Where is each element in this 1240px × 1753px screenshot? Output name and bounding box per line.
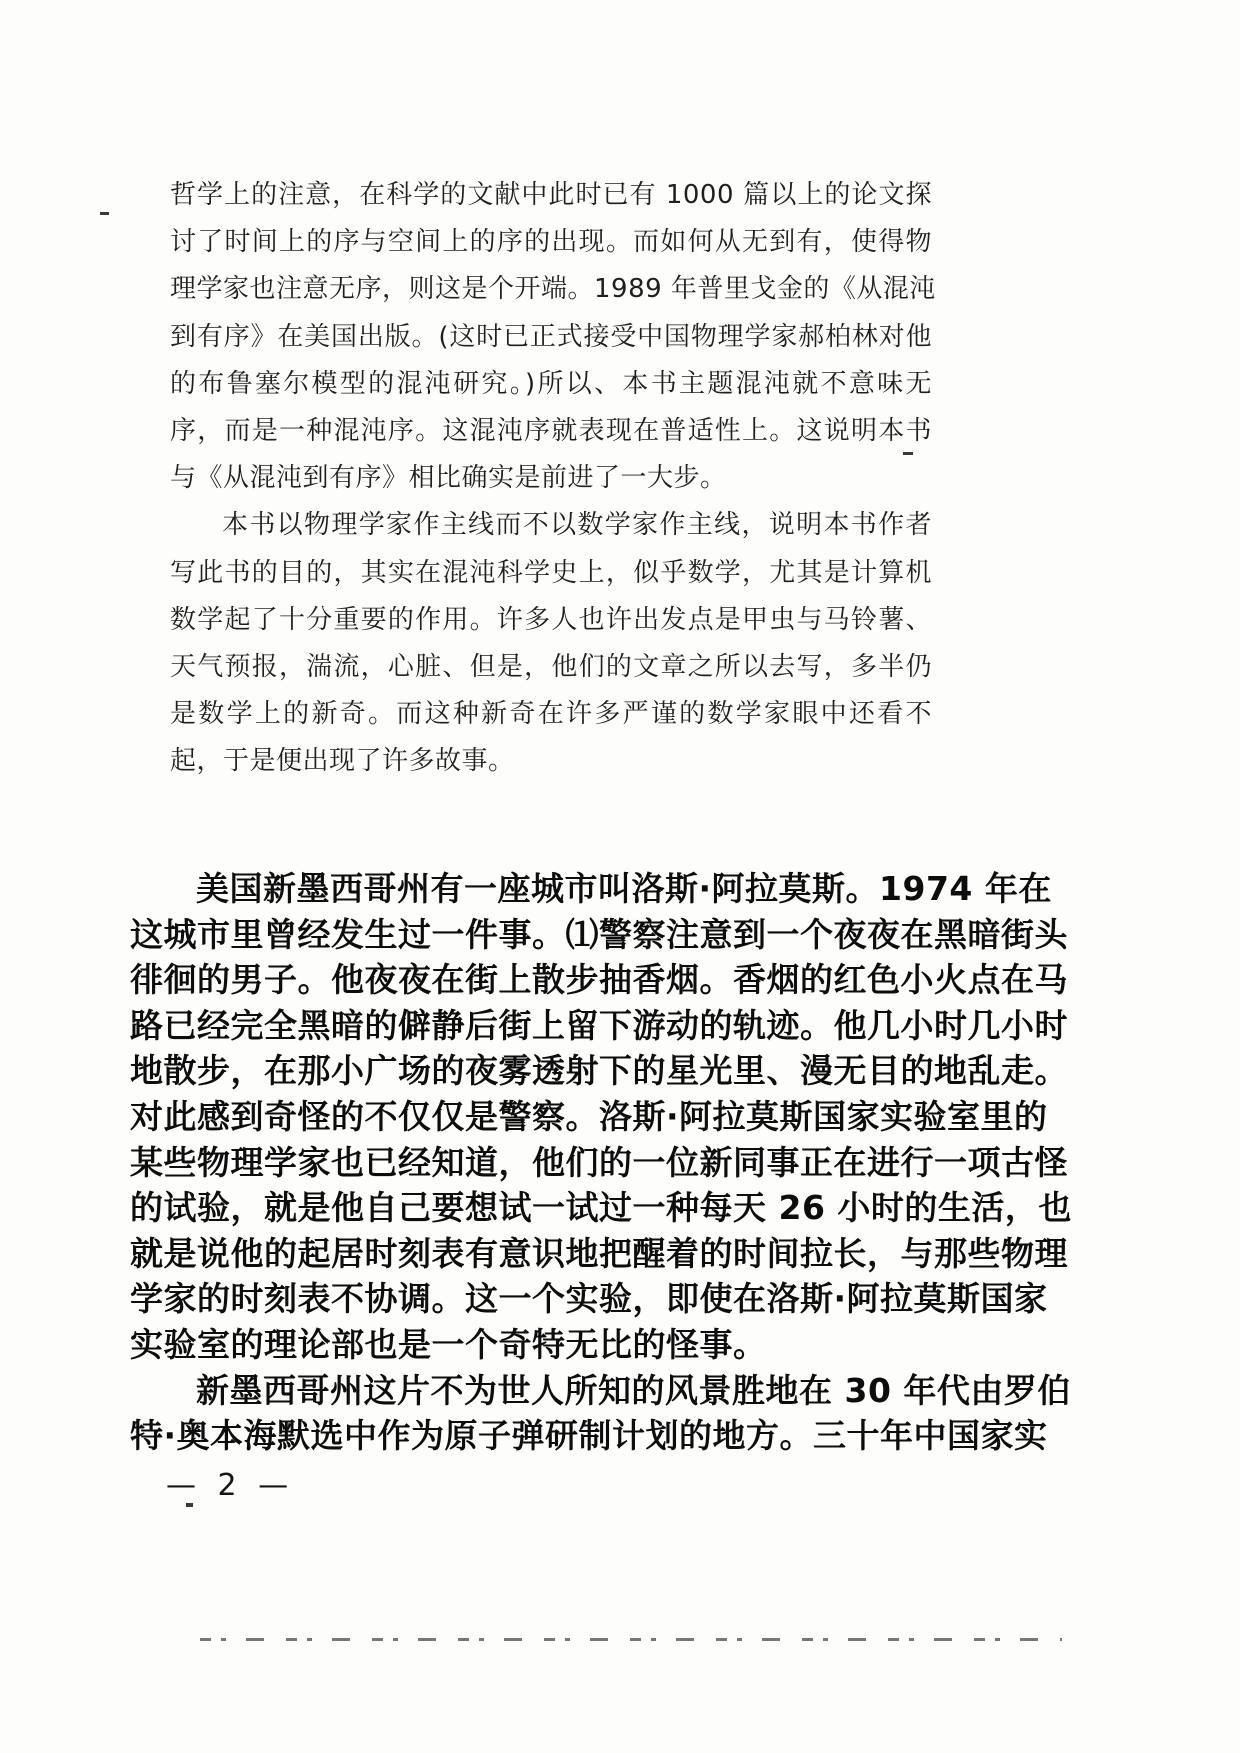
main-text-block — [130, 866, 1072, 1459]
text-line: 路已经完全黑暗的僻静后街上留下游动的轨迹。他几小时几小时 — [130, 1005, 1068, 1045]
text-line: 某些物理学家也已经知道，他们的一位新同事正在进行一项古怪 — [130, 1142, 1068, 1182]
page-number: — 2 — — [166, 1468, 295, 1503]
text-line: 与《从混沌到有序》相比确实是前进了一大步。 — [170, 463, 727, 494]
text-line: 学家的时刻表不协调。这一个实验，即使在洛斯·阿拉莫斯国家 — [130, 1279, 1048, 1319]
bottom-dashed-rule — [200, 1638, 1062, 1641]
text-line: 本书以物理学家作主线而不以数学家作主线，说明本书作者 — [222, 510, 932, 541]
body-paragraph-1 — [130, 866, 1072, 1368]
preface-paragraph-2 — [170, 502, 932, 785]
text-line: 起，于是便出现了许多故事。 — [170, 746, 515, 777]
text-line: 理学家也注意无序，则这是个开端。1989 年普里戈金的《从混沌 — [170, 274, 936, 305]
preface-paragraph-1 — [170, 172, 936, 502]
text-line: 的试验，就是他自己要想试一试过一种每天 26 小时的生活，也 — [130, 1188, 1072, 1228]
text-line: 到有序》在美国出版。(这时已正式接受中国物理学家郝柏林对他 — [170, 321, 932, 352]
text-line: 写此书的目的，其实在混沌科学史上，似乎数学，尤其是计算机 — [170, 557, 932, 588]
text-line: 数学起了十分重要的作用。许多人也许出发点是甲虫与马铃薯、 — [170, 604, 932, 635]
text-line: 特·奥本海默选中作为原子弹研制计划的地方。三十年中国家实 — [130, 1416, 1048, 1456]
scan-speck — [186, 1503, 193, 1507]
text-line: 地散步，在那小广场的夜雾透射下的星光里、漫无目的地乱走。 — [130, 1051, 1068, 1091]
preface-text-block — [170, 172, 936, 786]
text-line: 实验室的理论部也是一个奇特无比的怪事。 — [130, 1324, 767, 1364]
scan-speck — [100, 212, 109, 215]
text-line: 新墨西哥州这片不为世人所知的风景胜地在 30 年代由罗伯 — [196, 1370, 1071, 1410]
text-line: 天气预报，湍流，心脏、但是，他们的文章之所以去写，多半仍 — [170, 652, 932, 683]
text-line: 序，而是一种混沌序。这混沌序就表现在普适性上。这说明本书 — [170, 416, 932, 447]
text-line: 的布鲁塞尔模型的混沌研究。)所以、本书主题混沌就不意味无 — [170, 368, 932, 399]
text-line: 对此感到奇怪的不仅仅是警察。洛斯·阿拉莫斯国家实验室里的 — [130, 1096, 1048, 1136]
text-line: 哲学上的注意，在科学的文献中此时已有 1000 篇以上的论文探 — [170, 180, 932, 210]
text-line: 就是说他的起居时刻表有意识地把醒着的时间拉长，与那些物理 — [130, 1233, 1068, 1273]
text-line: 美国新墨西哥州有一座城市叫洛斯·阿拉莫斯。1974 年在 — [196, 869, 1052, 908]
text-line: 讨了时间上的序与空间上的序的出现。而如何从无到有，使得物 — [170, 227, 932, 258]
text-line: 徘徊的男子。他夜夜在街上散步抽香烟。香烟的红色小火点在马 — [130, 960, 1068, 1000]
text-line: 是数学上的新奇。而这种新奇在许多严谨的数学家眼中还看不 — [170, 699, 932, 730]
body-paragraph-2 — [130, 1368, 1071, 1459]
text-line: 这城市里曾经发生过一件事。⑴警察注意到一个夜夜在黑暗街头 — [130, 914, 1068, 954]
